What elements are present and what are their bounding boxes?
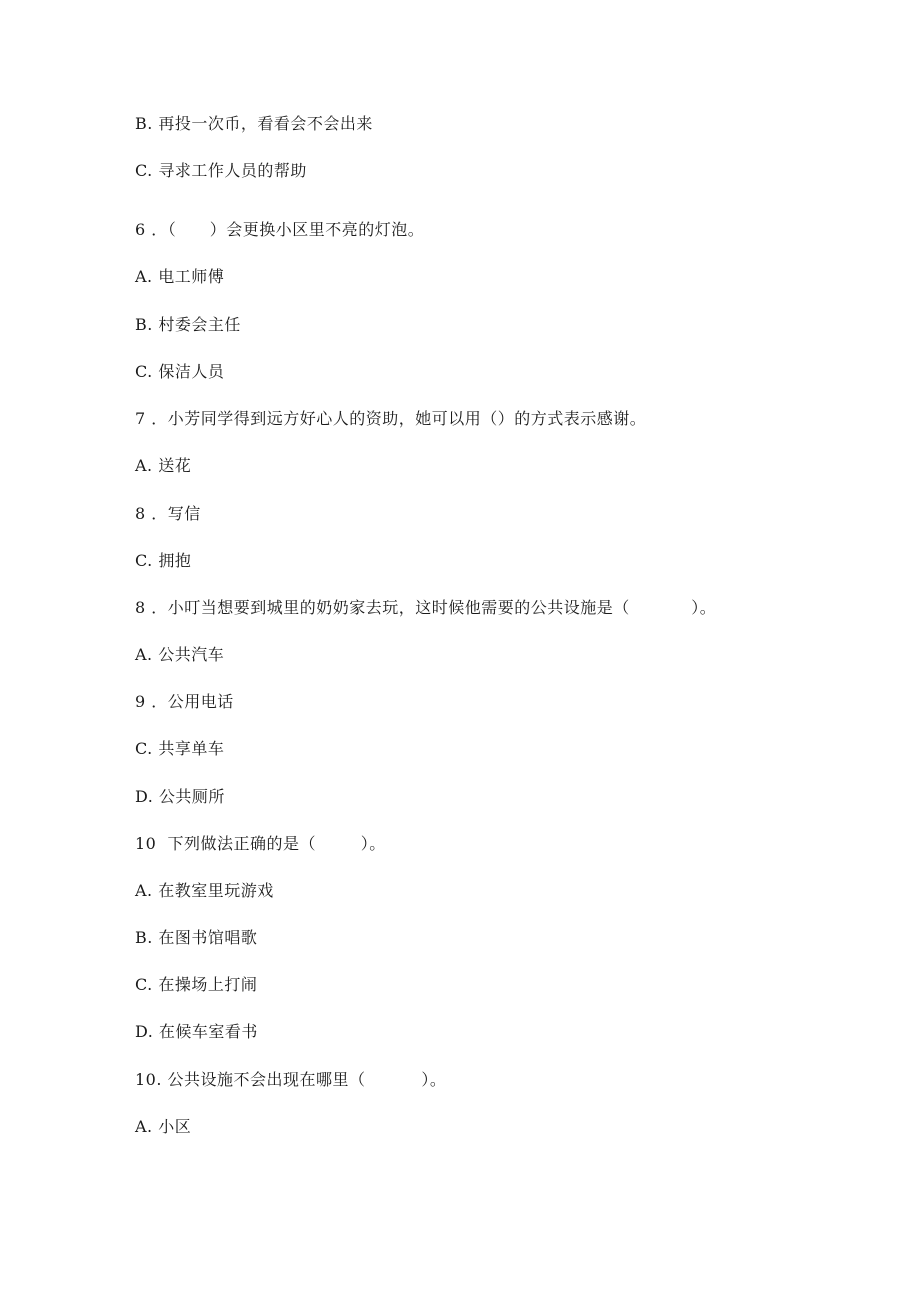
question-10a-option-a: A. 在教室里玩游戏 [135, 881, 274, 900]
question-10a-option-d: D. 在候车室看书 [135, 1022, 258, 1041]
question-7-option-c: C. 拥抱 [135, 551, 192, 570]
question-6: 6 ．（ ）会更换小区里不亮的灯泡。 [135, 220, 425, 239]
question-8-option-a: A. 公共汽车 [135, 645, 225, 664]
question-10a-option-c: C. 在操场上打闹 [135, 975, 258, 994]
question-6-option-b: B. 村委会主任 [135, 315, 241, 334]
question-7-option-a: A. 送花 [135, 456, 192, 475]
question-8: 8 ．小叮当想要到城里的奶奶家去玩，这时候他需要的公共设施是（ ）。 [135, 598, 717, 617]
question-10a-option-b: B. 在图书馆唱歌 [135, 928, 258, 947]
question-6-option-a: A. 电工师傅 [135, 267, 225, 286]
question-8-option-b: 9 ．公用电话 [135, 692, 234, 711]
question-8-option-d: D. 公共厕所 [135, 787, 225, 806]
question-6-option-c: C. 保洁人员 [135, 362, 225, 381]
question-7: 7 ．小芳同学得到远方好心人的资助，她可以用（）的方式表示感谢。 [135, 409, 647, 428]
option-c-ask-staff: C. 寻求工作人员的帮助 [135, 161, 307, 180]
question-8-option-c: C. 共享单车 [135, 739, 225, 758]
question-10b-option-a: A. 小区 [135, 1117, 192, 1136]
option-b-coin-again: B. 再投一次币，看看会不会出来 [135, 114, 373, 133]
question-10-b: 10. 公共设施不会出现在哪里（ ）。 [135, 1070, 447, 1089]
question-10-a: 10 下列做法正确的是（ ）。 [135, 834, 386, 853]
question-7-option-b: 8 ．写信 [135, 504, 201, 523]
